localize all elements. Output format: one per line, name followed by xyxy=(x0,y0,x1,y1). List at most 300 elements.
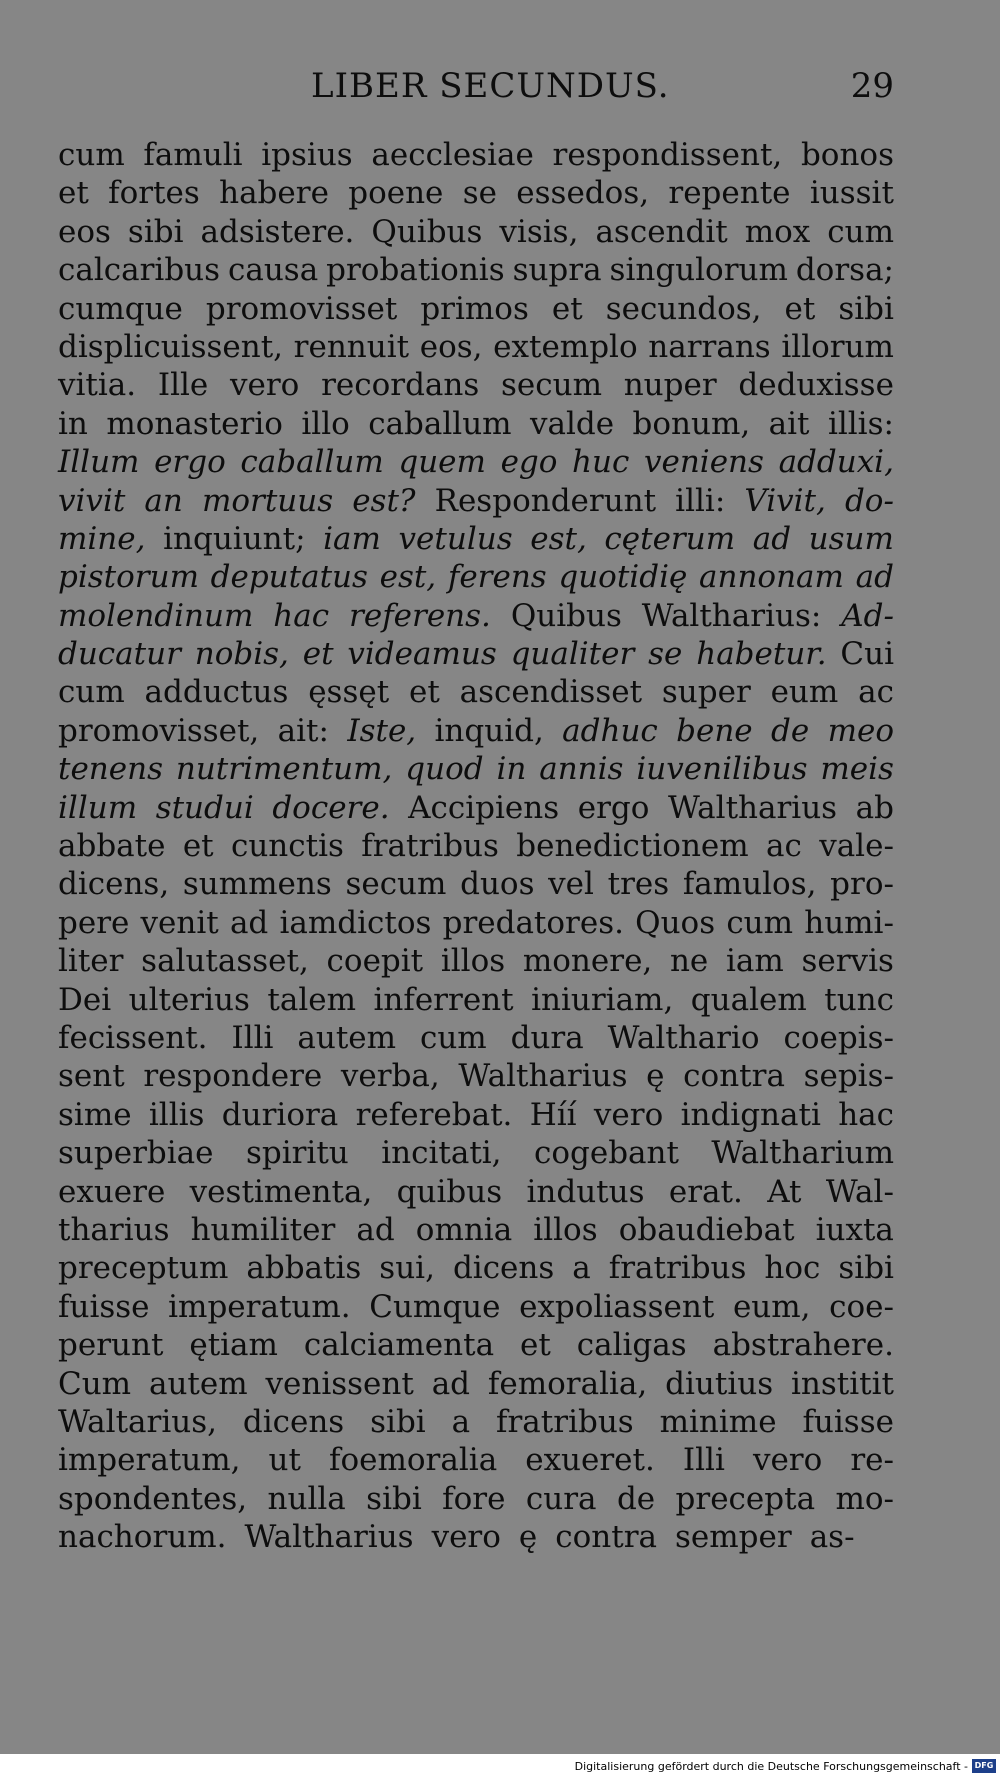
word: sibi xyxy=(838,1250,894,1287)
text-line xyxy=(58,904,894,942)
word: vero xyxy=(593,1096,664,1133)
text-line xyxy=(58,328,894,366)
word: mine, xyxy=(58,520,146,557)
text-line xyxy=(58,865,894,903)
word: minime xyxy=(659,1403,777,1440)
word: famulos, xyxy=(682,866,817,903)
word: ego xyxy=(500,444,558,481)
word: autem xyxy=(297,1019,397,1056)
word: eum, xyxy=(732,1288,811,1325)
text-line xyxy=(58,1134,894,1172)
text-line xyxy=(58,520,894,558)
text-line xyxy=(58,597,894,635)
word: fecissent. xyxy=(58,1019,208,1056)
text-line xyxy=(58,443,894,481)
word: qualiter xyxy=(510,636,635,673)
word: indutus xyxy=(526,1173,645,1210)
word: cum xyxy=(58,674,125,711)
word: narrans xyxy=(648,328,771,365)
word: ęssęt xyxy=(308,674,390,711)
word: duos xyxy=(460,866,535,903)
word: in xyxy=(58,405,88,442)
word: femoralia, xyxy=(487,1365,648,1402)
word: illorum xyxy=(781,328,894,365)
word: cumque xyxy=(58,290,183,327)
running-head-title: LIBER SECUNDUS. xyxy=(311,66,670,106)
word: visis, xyxy=(499,213,579,250)
word: as- xyxy=(809,1519,855,1556)
word: At xyxy=(767,1173,802,1210)
word: fuisse xyxy=(802,1403,894,1440)
word: ulterius xyxy=(128,981,250,1018)
word: Cumque xyxy=(369,1288,501,1325)
word: exuere xyxy=(58,1173,166,1210)
word: fratribus xyxy=(608,1250,747,1287)
word: quibus xyxy=(396,1173,503,1210)
word: adhuc xyxy=(562,712,658,749)
word: promovisset xyxy=(205,290,398,327)
word: cęterum xyxy=(604,520,736,557)
word: sibi xyxy=(838,290,894,327)
word: abstrahere. xyxy=(712,1327,894,1364)
word: vivit xyxy=(58,482,126,519)
word: illis xyxy=(148,1096,205,1133)
word: vestimenta, xyxy=(189,1173,373,1210)
word: foemoralia xyxy=(329,1442,498,1479)
word: ait: xyxy=(277,712,329,749)
word: talem xyxy=(267,981,356,1018)
text-line xyxy=(58,673,894,711)
word: Ad- xyxy=(841,597,894,634)
word: sibi xyxy=(370,1403,426,1440)
word: dura xyxy=(510,1019,584,1056)
word: Waltharius xyxy=(244,1519,414,1556)
word: abbate xyxy=(58,828,166,865)
word: imperatum. xyxy=(168,1288,351,1325)
word: calcaribus xyxy=(58,252,221,289)
word: ab xyxy=(855,789,894,826)
word: semper xyxy=(675,1519,792,1556)
word: dorsa; xyxy=(795,252,894,289)
text-line xyxy=(58,366,894,404)
word: sepis- xyxy=(803,1058,894,1095)
word: pere xyxy=(58,904,130,941)
word: quod xyxy=(405,751,484,788)
word: vel xyxy=(548,866,594,903)
word: calciamenta xyxy=(303,1327,495,1364)
word: hoc xyxy=(764,1250,821,1287)
word: vetulus xyxy=(398,520,513,557)
page-number: 29 xyxy=(850,66,894,106)
word: tres xyxy=(607,866,670,903)
word: rennuit xyxy=(293,328,410,365)
word: quem xyxy=(398,444,486,481)
word: ac xyxy=(766,828,802,865)
word: sibi xyxy=(127,213,184,250)
word: secum xyxy=(501,367,602,404)
word: predatores. xyxy=(442,904,624,941)
word: iniuriam, xyxy=(531,981,674,1018)
word: veniens xyxy=(643,444,764,481)
text-line xyxy=(58,136,894,174)
word: superbiae xyxy=(58,1135,214,1172)
word: et xyxy=(58,175,89,212)
word: ducatur xyxy=(58,636,181,673)
word: singulorum xyxy=(609,252,788,289)
word: fratribus xyxy=(496,1403,634,1440)
word: ferens xyxy=(447,559,547,596)
word: vitia. xyxy=(58,367,137,404)
word: ac xyxy=(858,674,894,711)
word: cum xyxy=(827,213,894,250)
word: annonam xyxy=(699,559,844,596)
word: essedos, xyxy=(516,175,650,212)
word: super xyxy=(661,674,751,711)
word: ętiam xyxy=(189,1327,278,1364)
word: erat. xyxy=(668,1173,743,1210)
word: sent xyxy=(58,1058,125,1095)
word: Quibus xyxy=(371,213,483,250)
word: cogebant xyxy=(534,1135,679,1172)
word: eos xyxy=(58,213,111,250)
word: obaudiebat xyxy=(618,1211,795,1248)
word: coe- xyxy=(829,1288,894,1325)
word: ascendit xyxy=(595,213,728,250)
word: a xyxy=(451,1403,471,1440)
word: Illum xyxy=(58,444,140,481)
word: et xyxy=(784,290,816,327)
word: Waltharius xyxy=(458,1058,628,1095)
word: verba, xyxy=(340,1058,440,1095)
word: Híí xyxy=(529,1096,577,1133)
word: famuli xyxy=(143,137,243,173)
text-line xyxy=(58,213,894,251)
text-line xyxy=(58,1057,894,1095)
text-line xyxy=(58,1211,894,1249)
word: exueret. xyxy=(525,1442,655,1479)
word: adsistere. xyxy=(200,213,355,250)
word: institit xyxy=(791,1365,894,1402)
word: caballum xyxy=(240,444,384,481)
word: iam xyxy=(725,943,784,980)
word: vero xyxy=(431,1519,501,1556)
word: ergo xyxy=(154,444,226,481)
word: ipsius xyxy=(261,137,353,173)
text-line xyxy=(58,1326,894,1364)
word: Cum xyxy=(58,1365,132,1402)
word: se xyxy=(462,175,497,212)
text-line xyxy=(58,1019,894,1057)
word: videamus xyxy=(347,636,497,673)
word: meo xyxy=(827,712,894,749)
word: sibi xyxy=(366,1480,422,1517)
text-line xyxy=(58,1365,894,1403)
word: pro- xyxy=(830,866,894,903)
word: fortes xyxy=(108,175,200,212)
word: et xyxy=(408,674,440,711)
word: Vivit, xyxy=(744,482,826,519)
word: iam xyxy=(323,520,381,557)
word: liter xyxy=(58,943,124,980)
text-line xyxy=(58,942,894,980)
word: venissent xyxy=(265,1365,414,1402)
word: servis xyxy=(801,943,894,980)
word: dicens, xyxy=(58,866,170,903)
text-line xyxy=(58,1403,894,1441)
word: iussit xyxy=(809,175,894,212)
word: ergo xyxy=(577,789,650,826)
word: indignati xyxy=(680,1096,821,1133)
word: inquid, xyxy=(434,712,544,749)
text-line xyxy=(58,1441,894,1479)
word: iuvenilibus xyxy=(636,751,808,788)
word: inferrent xyxy=(373,981,514,1018)
word: spiritu xyxy=(245,1135,349,1172)
word: adduxi, xyxy=(778,444,894,481)
word: quotidię xyxy=(558,559,688,596)
word: bene xyxy=(676,712,753,749)
word: vale- xyxy=(819,828,894,865)
word: eum xyxy=(770,674,839,711)
word: respondere xyxy=(143,1058,323,1095)
word: deputatus xyxy=(210,559,368,596)
word: et xyxy=(182,828,214,865)
word: tenens xyxy=(58,751,163,788)
word: nutrimentum, xyxy=(175,751,393,788)
word: abbatis xyxy=(246,1250,362,1287)
word: Illi xyxy=(682,1442,725,1479)
text-line xyxy=(58,1288,894,1326)
footer-credit: Digitalisierung gefördert durch die Deutsche Forschungsgemeinschaft - xyxy=(574,1760,968,1773)
text-line xyxy=(58,981,894,1019)
word: adductus xyxy=(144,674,289,711)
text-line xyxy=(58,789,894,827)
word: duriora xyxy=(221,1096,339,1133)
word: de xyxy=(616,1480,656,1517)
text-line xyxy=(58,635,894,673)
word: promovisset, xyxy=(58,712,260,749)
word: secundos, xyxy=(605,290,762,327)
word: Waltharius xyxy=(668,789,838,826)
word: valde xyxy=(530,405,615,442)
word: et xyxy=(551,290,583,327)
word: sui, xyxy=(379,1250,435,1287)
word: referebat. xyxy=(355,1096,513,1133)
word: coepit xyxy=(326,943,424,980)
word: Illi xyxy=(231,1019,274,1056)
word: an xyxy=(144,482,183,519)
word: nulla xyxy=(267,1480,346,1517)
word: habetur. xyxy=(696,636,827,673)
word: mo- xyxy=(835,1480,894,1517)
word: ait xyxy=(768,405,810,442)
text-line xyxy=(58,712,894,750)
word: iuxta xyxy=(815,1211,894,1248)
word: pistorum xyxy=(58,559,199,596)
word: tharius xyxy=(58,1211,170,1248)
word: salutasset, xyxy=(141,943,309,980)
word: cunctis xyxy=(230,828,344,865)
word: probationis xyxy=(326,252,505,289)
word: contra xyxy=(555,1519,658,1556)
text-line xyxy=(58,1480,894,1518)
word: Waltharius: xyxy=(641,597,822,634)
running-head xyxy=(58,66,894,110)
word: bonos xyxy=(800,137,894,173)
word: Wal- xyxy=(825,1173,894,1210)
word: bonum, xyxy=(632,405,751,442)
word: est, xyxy=(530,520,587,557)
word: ad xyxy=(356,1211,395,1248)
word: illum xyxy=(58,789,138,826)
word: illos xyxy=(440,943,506,980)
word: ad xyxy=(229,904,269,941)
word: ad xyxy=(855,559,894,596)
word: preceptum xyxy=(58,1250,229,1287)
dfg-logo: DFG xyxy=(972,1759,996,1773)
word: mox xyxy=(744,213,811,250)
word: hac xyxy=(273,597,330,634)
word: diutius xyxy=(665,1365,774,1402)
word: annis xyxy=(539,751,624,788)
word: Waltharium xyxy=(711,1135,894,1172)
word: aecclesiae xyxy=(371,137,534,173)
word: ascendisset xyxy=(459,674,643,711)
word: Cui xyxy=(840,636,894,673)
word: fratribus xyxy=(361,828,499,865)
word: eos, xyxy=(419,328,483,365)
word: Walthario xyxy=(607,1019,760,1056)
word: cum xyxy=(726,904,794,941)
word: qualem xyxy=(690,981,807,1018)
text-line xyxy=(58,1173,894,1211)
word: illi: xyxy=(675,482,726,519)
word: mortuus xyxy=(201,482,334,519)
word: spondentes, xyxy=(58,1480,248,1517)
word: Ille xyxy=(157,367,209,404)
text-line xyxy=(58,827,894,865)
text-line xyxy=(58,251,894,289)
word: caligas xyxy=(576,1327,687,1364)
word: illis: xyxy=(827,405,894,442)
word: nachorum. xyxy=(58,1519,227,1556)
word: fuisse xyxy=(58,1288,150,1325)
word: perunt xyxy=(58,1327,164,1364)
word: Iste, xyxy=(347,712,417,749)
word: referens. xyxy=(349,597,491,634)
word: precepta xyxy=(675,1480,816,1517)
word: poene xyxy=(348,175,444,212)
word: Responderunt xyxy=(434,482,657,519)
word: hac xyxy=(838,1096,894,1133)
word: coepis- xyxy=(783,1019,894,1056)
text-line xyxy=(58,482,894,520)
body-text xyxy=(58,136,894,1556)
text-line xyxy=(58,290,894,328)
word: Accipiens xyxy=(408,789,560,826)
word: meis xyxy=(820,751,894,788)
word: vero xyxy=(752,1442,823,1479)
word: autem xyxy=(148,1365,248,1402)
text-line xyxy=(58,405,894,443)
word: in xyxy=(496,751,527,788)
word: ut xyxy=(268,1442,301,1479)
word: nobis, xyxy=(194,636,289,673)
word: cum xyxy=(58,137,125,173)
word: contra xyxy=(683,1058,785,1095)
word: se xyxy=(648,636,683,673)
word: caballum xyxy=(368,405,512,442)
word: habere xyxy=(219,175,329,212)
word: illo xyxy=(301,405,350,442)
word: huc xyxy=(572,444,630,481)
word: studui xyxy=(155,789,254,826)
word: repente xyxy=(668,175,791,212)
text-line xyxy=(58,1518,894,1556)
word: humiliter xyxy=(190,1211,336,1248)
word: ę xyxy=(646,1058,665,1095)
word: ad xyxy=(752,520,792,557)
word: Waltarius, xyxy=(58,1403,217,1440)
word: dicens xyxy=(452,1250,555,1287)
word: et xyxy=(520,1327,551,1364)
footer-bar xyxy=(0,1754,1000,1780)
word: displicuissent, xyxy=(58,328,284,365)
text-line xyxy=(58,174,894,212)
word: primos xyxy=(420,290,529,327)
word: omnia xyxy=(415,1211,513,1248)
word: secum xyxy=(345,866,447,903)
word: ę xyxy=(518,1519,538,1556)
word: est? xyxy=(352,482,416,519)
word: venit xyxy=(140,904,219,941)
word: do- xyxy=(844,482,894,519)
word: recordans xyxy=(321,367,480,404)
text-line xyxy=(58,1096,894,1134)
word: Quibus xyxy=(510,597,622,634)
word: ne xyxy=(669,943,709,980)
word: inquiunt; xyxy=(163,520,306,557)
word: summens xyxy=(182,866,332,903)
word: fore xyxy=(442,1480,506,1517)
word: nuper xyxy=(623,367,717,404)
word: monasterio xyxy=(106,405,283,442)
word: sime xyxy=(58,1096,132,1133)
word: incitati, xyxy=(381,1135,502,1172)
word: expoliassent xyxy=(519,1288,715,1325)
word: dicens xyxy=(242,1403,345,1440)
word: vero xyxy=(230,367,300,404)
word: extemplo xyxy=(493,328,638,365)
word: cura xyxy=(525,1480,597,1517)
word: tunc xyxy=(824,981,894,1018)
text-line xyxy=(58,1249,894,1287)
word: benedictionem xyxy=(516,828,749,865)
word: monere, xyxy=(522,943,653,980)
word: Quos xyxy=(635,904,716,941)
word: supra xyxy=(512,252,602,289)
word: re- xyxy=(850,1442,894,1479)
word: ad xyxy=(431,1365,471,1402)
word: a xyxy=(572,1250,591,1287)
word: causa xyxy=(228,252,319,289)
word: usum xyxy=(808,520,894,557)
word: deduxisse xyxy=(738,367,894,404)
word: humi- xyxy=(804,904,894,941)
word: de xyxy=(771,712,810,749)
text-line xyxy=(58,750,894,788)
word: Dei xyxy=(58,981,112,1018)
